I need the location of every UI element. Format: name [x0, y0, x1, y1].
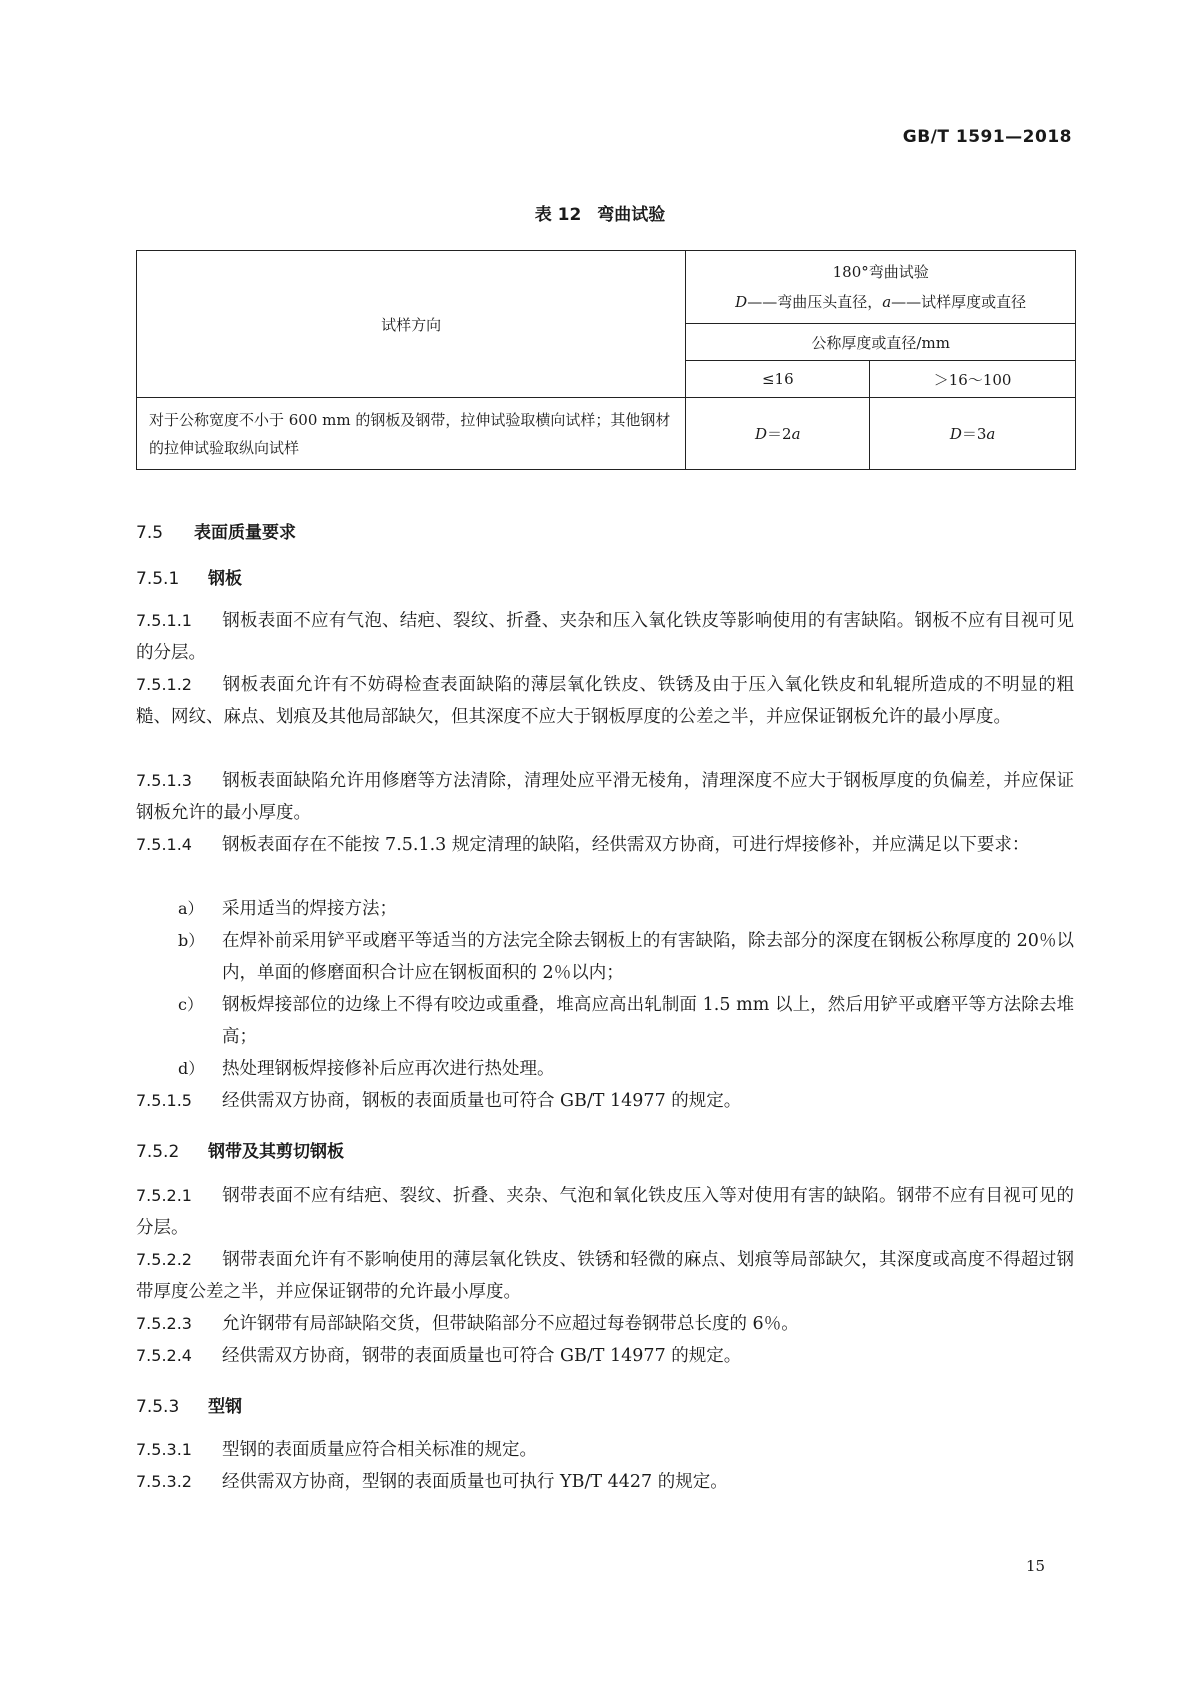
paragraph-7-5-2-1: 7.5.2.1 钢带表面不应有结疤、裂纹、折叠、夹杂、气泡和氧化铁皮压入等对使用有害的缺陷。钢带不应有目视可见的分层。 — [136, 1186, 1074, 1238]
list-item-a: a） 采用适当的焊接方法； — [178, 899, 397, 919]
section-7-5-heading: 7.5 表面质量要求 — [136, 523, 296, 543]
paragraph-7-5-3-2: 7.5.3.2 经供需双方协商，型钢的表面质量也可执行 YB/T 4427 的规定。 — [136, 1472, 728, 1492]
header-thickness: 公称厚度或直径/mm — [686, 324, 1076, 361]
table-caption-number: 表 12 — [534, 205, 582, 225]
table-caption — [0, 200, 1200, 225]
paragraph-7-5-1-5: 7.5.1.5 经供需双方协商，钢板的表面质量也可符合 GB/T 14977 的规定。 — [136, 1091, 742, 1111]
header-specimen-direction: 试样方向 — [137, 251, 686, 398]
list-item-b: b） 在焊补前采用铲平或磨平等适当的方法完全除去钢板上的有害缺陷，除去部分的深度在钢板公称厚度的 20％以内，单面的修磨面积合计应在钢板面积的 2％以内； — [178, 931, 1074, 983]
paragraph-7-5-2-3: 7.5.2.3 允许钢带有局部缺陷交货，但带缺陷部分不应超过每卷钢带总长度的 6％。 — [136, 1314, 799, 1334]
paragraph-7-5-3-1: 7.5.3.1 型钢的表面质量应符合相关标准的规定。 — [136, 1440, 537, 1460]
header-range-2: ＞16～100 — [870, 361, 1076, 398]
section-7-5-3-heading: 7.5.3 型钢 — [136, 1397, 242, 1417]
paragraph-7-5-2-4: 7.5.2.4 经供需双方协商，钢带的表面质量也可符合 GB/T 14977 的规定。 — [136, 1346, 742, 1366]
section-7-5-2-heading: 7.5.2 钢带及其剪切钢板 — [136, 1142, 344, 1162]
bend-test-table — [136, 250, 1076, 470]
bend-test-legend: D——弯曲压头直径，a——试样厚度或直径 — [735, 293, 1027, 311]
header-bend-test — [686, 251, 1076, 324]
bend-test-title: 180°弯曲试验 — [832, 263, 929, 281]
page-number: 15 — [1026, 1557, 1046, 1575]
paragraph-7-5-2-2: 7.5.2.2 钢带表面允许有不影响使用的薄层氧化铁皮、铁锈和轻微的麻点、划痕等局部缺欠，其深度或高度不得超过钢带厚度公差之半，并应保证钢带的允许最小厚度。 — [136, 1250, 1074, 1302]
header-range-1: ≤16 — [686, 361, 870, 398]
paragraph-7-5-1-2: 7.5.1.2 钢板表面允许有不妨碍检查表面缺陷的薄层氧化铁皮、铁锈及由于压入氧化铁皮和轧辊所造成的不明显的粗糙、网纹、麻点、划痕及其他局部缺欠，但其深度不应大于钢板厚度的公差之半，并应保证钢板允许的最小厚度。 — [136, 675, 1074, 727]
paragraph-7-5-1-4: 7.5.1.4 钢板表面存在不能按 7.5.1.3 规定清理的缺陷，经供需双方协商，可进行焊接修补，并应满足以下要求： — [136, 835, 1030, 855]
section-7-5-1-heading: 7.5.1 钢板 — [136, 569, 242, 589]
table-caption-title: 弯曲试验 — [597, 205, 666, 225]
cell-value-1: D＝2a — [686, 398, 870, 470]
list-item-c: c） 钢板焊接部位的边缘上不得有咬边或重叠，堆高应高出轧制面 1.5 mm 以上，然后用铲平或磨平等方法除去堆高； — [178, 995, 1074, 1047]
paragraph-7-5-1-3: 7.5.1.3 钢板表面缺陷允许用修磨等方法清除，清理处应平滑无棱角，清理深度不应大于钢板厚度的负偏差，并应保证钢板允许的最小厚度。 — [136, 771, 1074, 823]
cell-value-2: D＝3a — [870, 398, 1076, 470]
paragraph-7-5-1-1: 7.5.1.1 钢板表面不应有气泡、结疤、裂纹、折叠、夹杂和压入氧化铁皮等影响使用的有害缺陷。钢板不应有目视可见的分层。 — [136, 611, 1074, 663]
standard-code: GB/T 1591—2018 — [902, 127, 1072, 147]
list-item-d: d） 热处理钢板焊接修补后应再次进行热处理。 — [178, 1059, 555, 1079]
cell-direction-text: 对于公称宽度不小于 600 mm 的钢板及钢带，拉伸试验取横向试样；其他钢材的拉伸试验取纵向试样 — [137, 398, 686, 470]
